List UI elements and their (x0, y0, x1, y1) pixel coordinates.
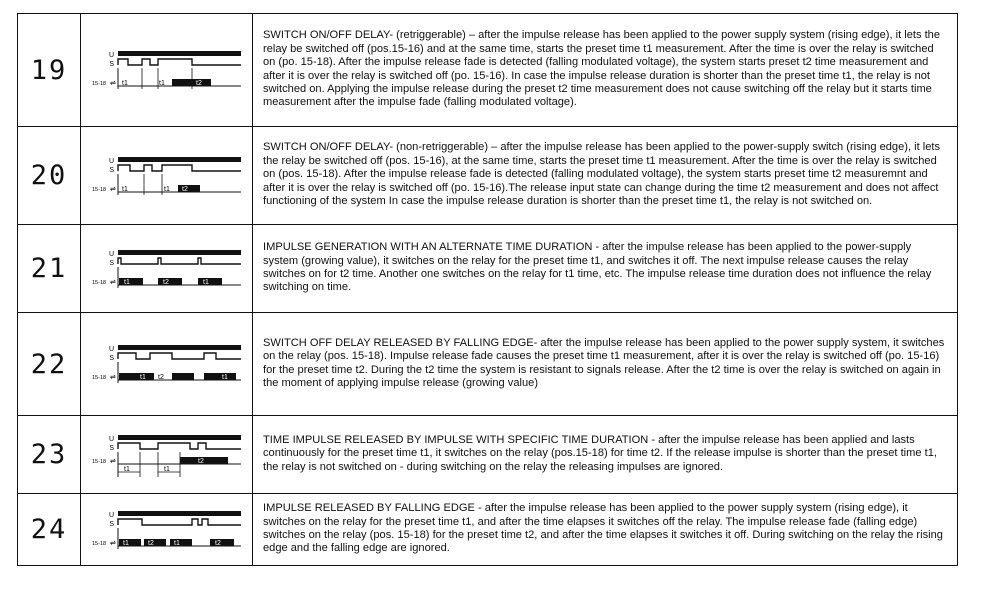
s-signal-trace (118, 59, 241, 65)
timing-diagram-cell (81, 494, 253, 566)
relay-on-pulse (172, 373, 194, 380)
s-axis-label: S (108, 520, 114, 528)
time-label: t1 (122, 539, 129, 547)
mode-number: 22 (30, 348, 68, 380)
relay-on-pulse (210, 539, 234, 546)
mode-number-cell (18, 14, 81, 127)
mode-number: 20 (30, 160, 68, 191)
s-axis-label: S (108, 166, 114, 174)
relay-axis-label: 15-18 (91, 279, 106, 286)
relay-axis-label: 15-18 (91, 81, 106, 87)
relay-contact-icon: ⇌ (109, 185, 116, 193)
mode-description: IMPULSE GENERATION WITH AN ALTERNATE TIME DURATION - after the impulse release has been applied to the power-supply system (growing value), it switches on the relay for the preset time t1, and switches it off. The next impulse release causes the relay switches on for t2 time. Another one switches on the relay for t1 time, etc. The impulse release time duration does not influence the relay switching on time. (263, 241, 932, 294)
description-cell (253, 416, 958, 494)
u-supply-line (118, 345, 241, 350)
time-label: t2 (157, 374, 164, 381)
mode-description: SWITCH OFF DELAY RELEASED BY FALLING EDGE- after the impulse release has been applied to the power supply system, it switches on the relay (pos. 15-18). Impulse release fade causes the preset time t1 measurement, after it is over the relay is switched off (po. 15-16) for the preset time t2. During the t2 time the system is resistant to signals release. After the t2 time is over the relay is switched on again in the moment of applying impulse release (growing value) (263, 336, 945, 389)
s-signal-trace (118, 443, 241, 449)
mode-number-cell (18, 127, 81, 225)
description-cell (253, 313, 958, 416)
mode-description: SWITCH ON/OFF DELAY- (retriggerable) – after the impulse release has been applied to the power supply system (rising edge), it lets the relay be switched off (pos.15-16) and at the same time, starts the preset time t1 measurement. After the time is over the relay is switched on (po. 15-18). After the impulse release fade is detected (falling modulated voltage), the system starts preset t2 time measurement and after it is over the relay is switched off (po. 15-16). In case the impulse release duration is shorter than the preset time t1, the relay is not switched on. Applying the impulse release during the preset t2 time measurement does not cause switching off the relay but it starts time measurement after the impulse fade (falling modulated voltage). (263, 29, 941, 109)
timing-diagram-cell (81, 14, 253, 127)
relay-contact-icon: ⇌ (109, 80, 116, 87)
time-label: t1 (163, 185, 170, 193)
mode-number: 24 (30, 514, 68, 545)
mode-number: 23 (30, 439, 68, 470)
mode-description: TIME IMPULSE RELEASED BY IMPULSE WITH SPECIFIC TIME DURATION - after the impulse release has been applied and lasts continuously for the preset time t1, it switches on the relay (pos.15-18) for time t2. If the release impulse is shorter than the preset time t1, the relay is not switched on - during switching on the relay the releasing impulses are ignored. (263, 433, 937, 473)
time-label: t1 (221, 374, 228, 381)
time-label: t1 (121, 80, 128, 87)
timing-diagram-cell (81, 313, 253, 416)
time-label: t2 (181, 185, 188, 193)
time-label: t1 (202, 278, 209, 286)
mode-description: SWITCH ON/OFF DELAY- (non-retriggerable) – after the impulse release has been applied to the power-supply switch (rising edge), it lets the relay be switched off (pos. 15-16), at the same time, starts the preset time t1 measurement. After the time is over the relay is switched on (pos. 15-18). After the impulse release fade is detected (falling modulated voltage), the system starts preset time t2 measuremnt and after it is over the relay is switched off (po. 15-16).The release input state can change during the time t2 measurement and does not affect functioning of the system In case the impulse release duration is shorter than the preset time t1, the relay is not switched on. (263, 141, 941, 208)
time-label: t1 (139, 374, 146, 381)
u-axis-label: U (108, 157, 114, 165)
mode-number: 19 (30, 54, 68, 86)
timing-diagram-22 (92, 342, 242, 386)
relay-on-pulse (119, 373, 154, 380)
description-cell (253, 127, 958, 225)
timing-diagram-24 (92, 508, 242, 552)
relay-on-pulse (198, 278, 222, 285)
description-cell (253, 14, 958, 127)
relay-on-pulse (204, 373, 236, 380)
time-label: t2 (147, 539, 154, 547)
time-label: t2 (214, 539, 221, 547)
timing-diagram-20 (92, 154, 242, 198)
table-row (18, 225, 958, 313)
timing-diagram-19 (92, 48, 242, 92)
time-label: t1 (163, 465, 170, 473)
relay-axis-label: 15-18 (91, 186, 106, 193)
u-axis-label: U (108, 52, 114, 59)
relay-contact-icon: ⇌ (109, 539, 116, 547)
timing-diagram-cell (81, 127, 253, 225)
s-axis-label: S (108, 61, 114, 68)
u-axis-label: U (108, 250, 114, 258)
timing-diagram-23 (92, 432, 242, 478)
table-row (18, 313, 958, 416)
s-axis-label: S (108, 259, 114, 267)
table-row (18, 494, 958, 566)
relay-contact-icon: ⇌ (109, 374, 116, 381)
time-label: t1 (121, 185, 128, 193)
table-row (18, 416, 958, 494)
relay-contact-icon: ⇌ (109, 278, 116, 286)
relay-on-pulse (180, 457, 228, 464)
time-label: t1 (173, 539, 180, 547)
relay-contact-icon: ⇌ (109, 457, 116, 465)
description-cell (253, 494, 958, 566)
mode-number: 21 (30, 253, 68, 284)
timing-diagram-cell (81, 416, 253, 494)
time-label: t1 (158, 80, 165, 87)
relay-axis-label: 15-18 (91, 540, 106, 547)
s-signal-trace (118, 258, 241, 264)
u-supply-line (118, 511, 241, 516)
u-supply-line (118, 51, 241, 56)
function-table (17, 13, 958, 566)
relay-axis-label: 15-18 (91, 458, 106, 465)
mode-number-cell (18, 494, 81, 566)
s-axis-label: S (108, 444, 114, 452)
u-axis-label: U (108, 511, 114, 519)
time-label: t2 (197, 457, 204, 465)
time-label: t2 (195, 80, 202, 87)
relay-on-pulse (158, 278, 182, 285)
s-signal-trace (118, 353, 241, 359)
time-label: t1 (123, 465, 130, 473)
s-signal-trace (118, 165, 241, 171)
table-row (18, 127, 958, 225)
mode-number-cell (18, 225, 81, 313)
relay-on-pulse (172, 79, 211, 86)
time-label: t2 (162, 278, 169, 286)
mode-description: IMPULSE RELEASED BY FALLING EDGE - after the impulse release has been applied to the power supply system (rising edge), it switches on the relay for the preset time t1, and after the time elapses it switches off the relay. The impulse release fade (falling edge) switches on the relay (pos. 15-18) for the preset time t2, and after the time elapses it switches it off. During switching on the relay the rising edge and the falling edge are ignored. (263, 502, 943, 555)
u-supply-line (118, 250, 241, 255)
u-supply-line (118, 157, 241, 162)
relay-on-pulse (119, 278, 143, 285)
s-signal-trace (118, 519, 241, 525)
mode-number-cell (18, 416, 81, 494)
u-axis-label: U (108, 346, 114, 353)
mode-number-cell (18, 313, 81, 416)
timing-diagram-cell (81, 225, 253, 313)
relay-axis-label: 15-18 (91, 375, 106, 381)
timing-diagram-21 (92, 247, 242, 291)
description-cell (253, 225, 958, 313)
table-row (18, 14, 958, 127)
s-axis-label: S (108, 355, 114, 362)
u-axis-label: U (108, 435, 114, 443)
u-supply-line (118, 435, 241, 440)
time-label: t1 (123, 278, 130, 286)
